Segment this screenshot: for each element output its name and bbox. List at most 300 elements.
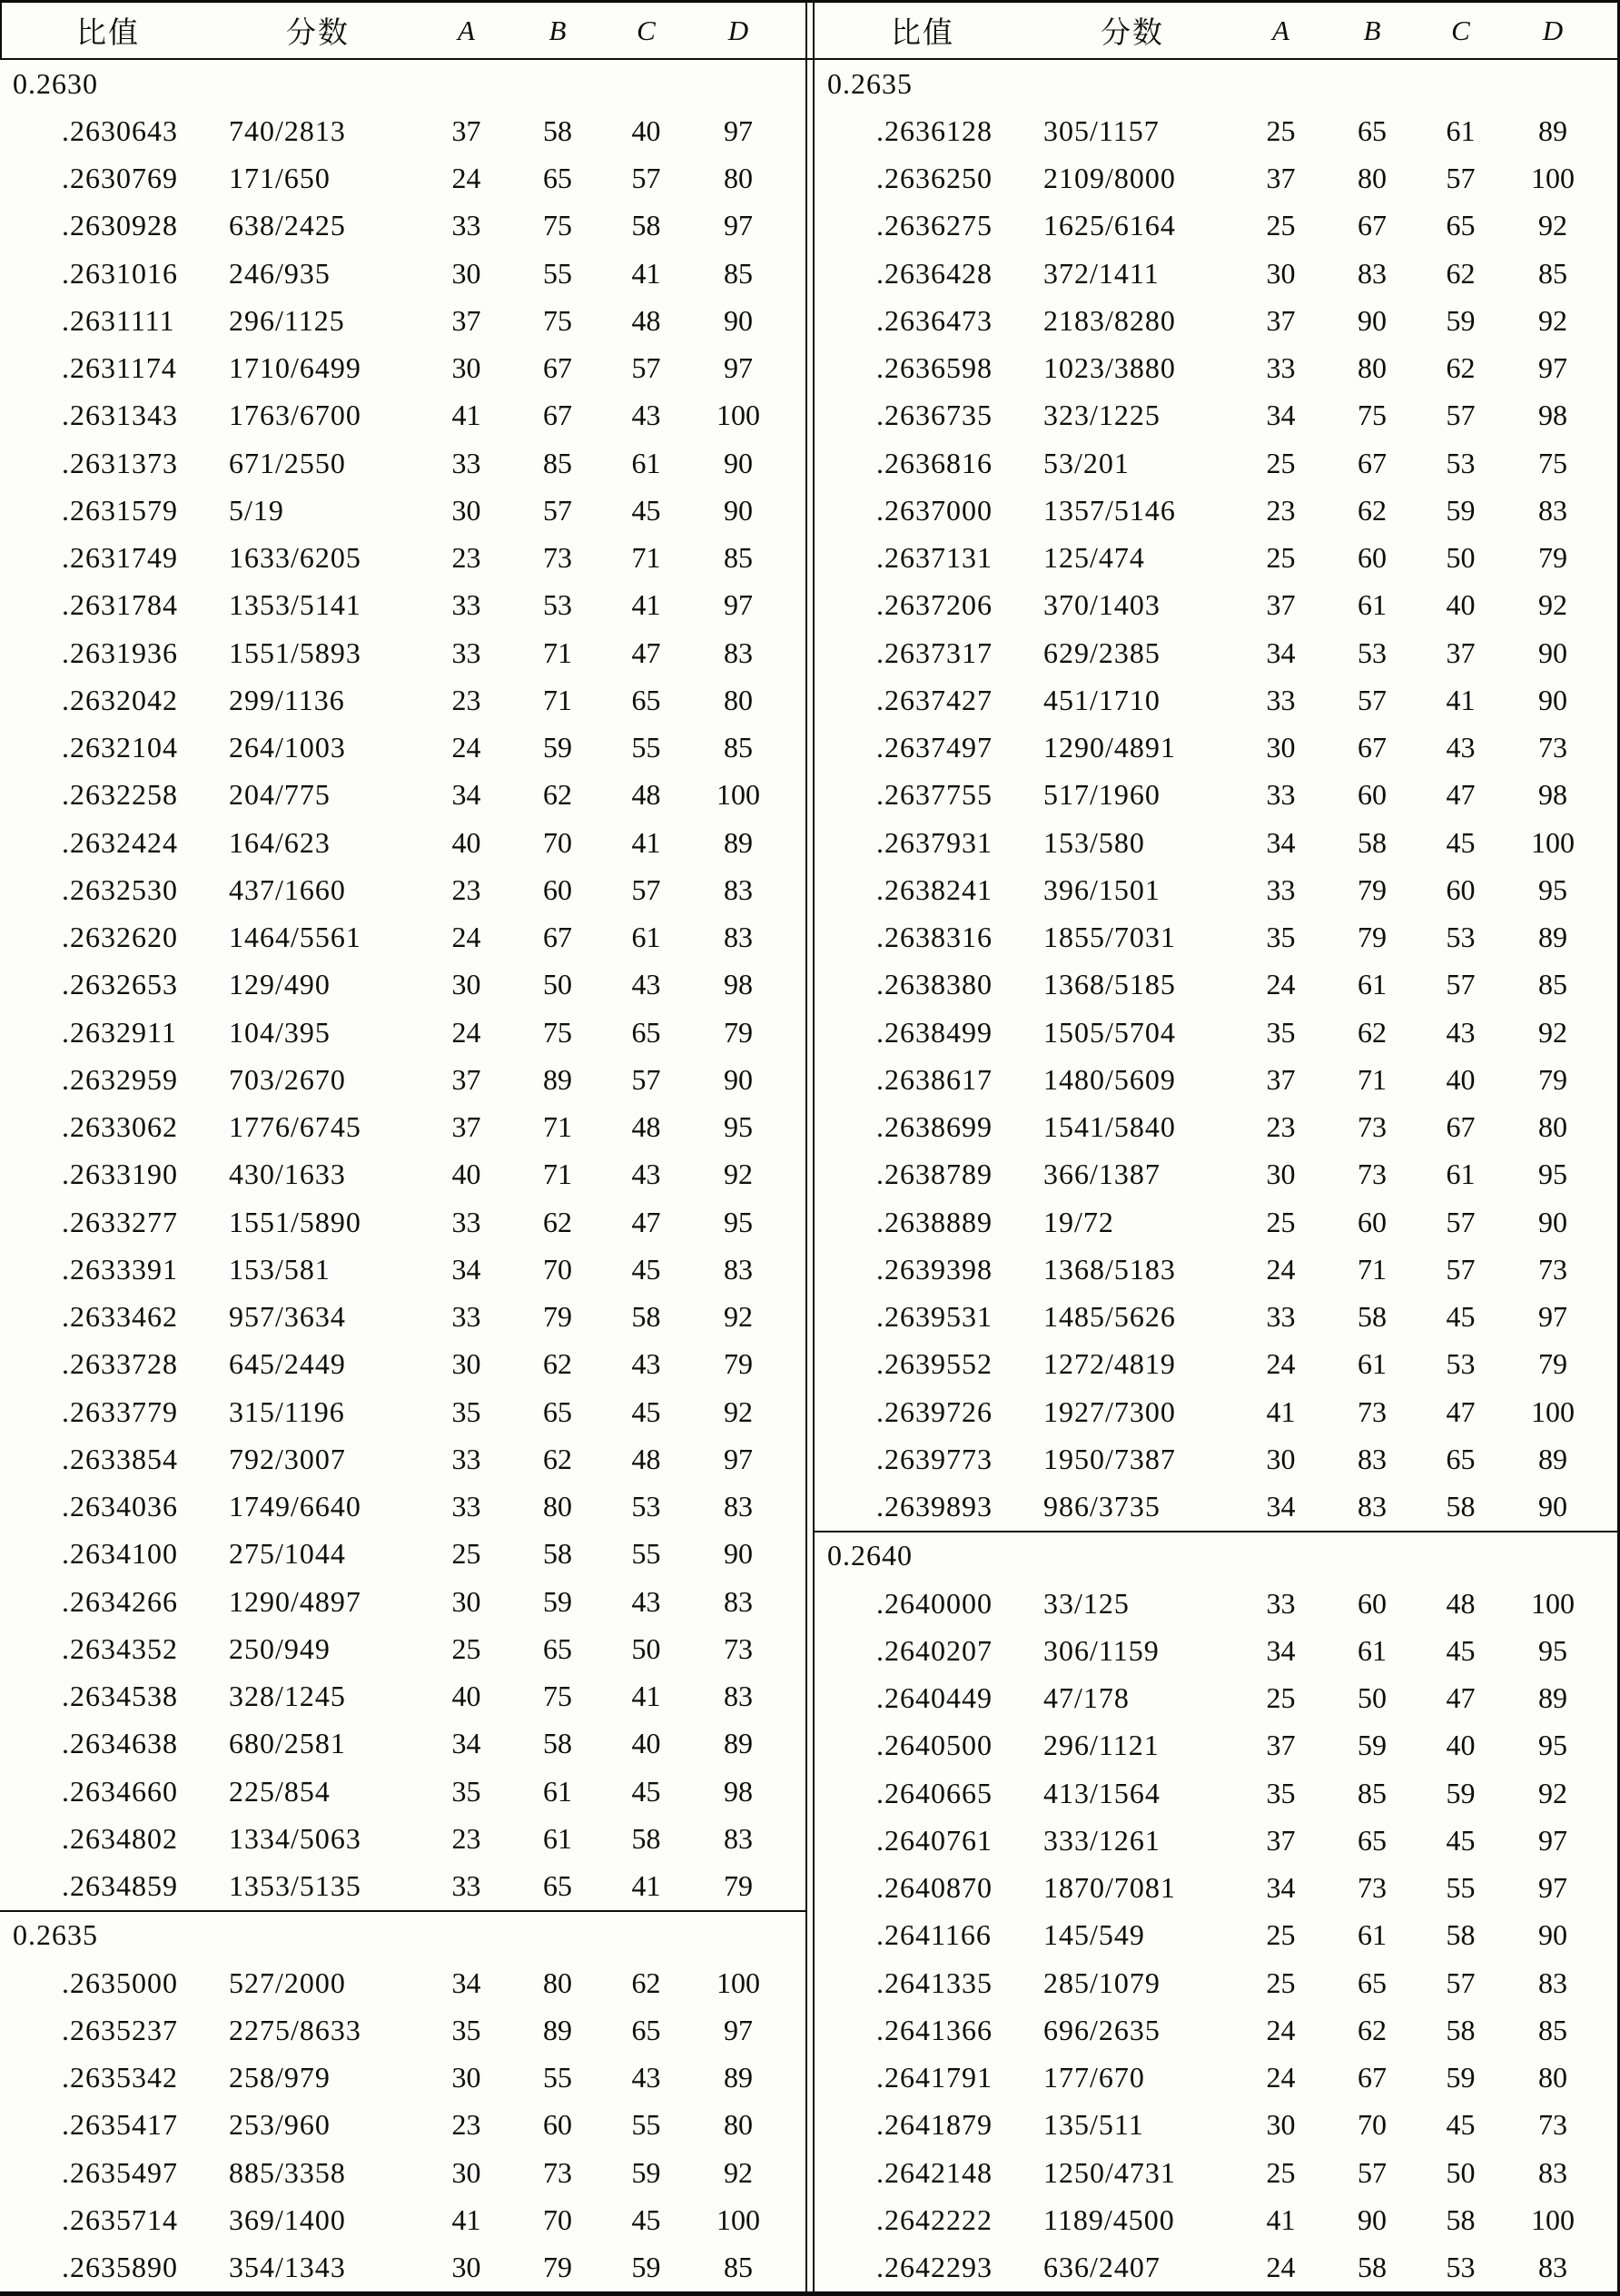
table-row: [815, 772, 1617, 819]
fraction-value: 47/178: [1043, 1681, 1130, 1715]
value-d: 98: [724, 1774, 753, 1808]
fraction-value: 258/979: [229, 2061, 331, 2094]
value-c: 47: [1446, 778, 1476, 812]
table-row: [815, 2006, 1617, 2054]
value-d: 95: [724, 1205, 753, 1238]
fraction-value: 885/3358: [229, 2155, 346, 2189]
ratio-value: .2638499: [876, 1015, 993, 1049]
ratio-value: .2640449: [876, 1681, 993, 1715]
fraction-value: 680/2581: [229, 1727, 346, 1760]
fraction-value: 1334/5063: [229, 1821, 361, 1855]
value-a: 25: [451, 1631, 481, 1665]
value-b: 70: [1358, 2108, 1387, 2142]
value-b: 61: [1358, 968, 1387, 1001]
section-header-row: [0, 1910, 805, 1959]
value-a: 35: [451, 1774, 481, 1808]
value-c: 55: [631, 1537, 661, 1571]
ratio-value: .2635000: [62, 1966, 178, 1999]
fraction-value: 1551/5890: [229, 1205, 361, 1238]
fraction-value: 430/1633: [229, 1158, 346, 1191]
value-c: 57: [631, 872, 661, 906]
table-row: [815, 1341, 1617, 1388]
value-c: 65: [631, 2013, 661, 2046]
value-b: 71: [543, 1158, 572, 1191]
column-header-row: [815, 3, 1617, 58]
value-a: 35: [451, 2013, 481, 2046]
value-d: 80: [724, 162, 753, 195]
table-row: [815, 535, 1617, 582]
ratio-value: .2632911: [62, 1015, 177, 1049]
table-row: [815, 1056, 1617, 1103]
value-c: 48: [631, 303, 661, 337]
value-c: 41: [631, 1680, 661, 1713]
fraction-value: 354/1343: [229, 2251, 346, 2284]
value-b: 61: [543, 1821, 572, 1855]
value-c: 41: [631, 588, 661, 622]
value-d: 89: [724, 825, 753, 859]
value-a: 23: [451, 541, 481, 575]
value-b: 59: [543, 1584, 572, 1618]
value-b: 89: [543, 1062, 572, 1096]
value-a: 30: [1266, 1442, 1296, 1475]
value-a: 30: [451, 493, 481, 527]
value-c: 59: [1446, 2061, 1476, 2094]
value-d: 89: [724, 1727, 753, 1760]
value-c: 55: [631, 2108, 661, 2142]
column-header-b: B: [1363, 14, 1381, 46]
value-d: 85: [1538, 2013, 1567, 2046]
value-b: 70: [543, 825, 572, 859]
fraction-value: 366/1387: [1043, 1158, 1161, 1191]
value-a: 37: [1266, 303, 1296, 337]
value-c: 45: [1446, 1300, 1476, 1334]
value-d: 100: [1531, 1394, 1575, 1428]
table-row: [815, 1388, 1617, 1435]
value-c: 61: [631, 921, 661, 954]
value-d: 92: [1538, 303, 1567, 337]
fraction-value: 1353/5141: [229, 588, 361, 622]
value-b: 71: [543, 683, 572, 716]
fraction-value: 645/2449: [229, 1347, 346, 1381]
value-d: 92: [1538, 1776, 1567, 1809]
value-a: 41: [1266, 1394, 1296, 1428]
value-b: 62: [543, 1347, 572, 1381]
value-d: 100: [716, 778, 760, 812]
ratio-value: .2640500: [876, 1729, 993, 1762]
ratio-value: .2641791: [876, 2061, 993, 2094]
value-b: 61: [1358, 588, 1387, 622]
fraction-value: 1368/5183: [1043, 1252, 1176, 1286]
value-c: 48: [1446, 1586, 1476, 1620]
value-b: 58: [1358, 1300, 1387, 1334]
value-c: 41: [1446, 683, 1476, 716]
ratio-value: .2633391: [62, 1252, 178, 1286]
value-a: 23: [1266, 1110, 1296, 1144]
value-a: 30: [451, 2251, 481, 2284]
value-c: 57: [1446, 399, 1476, 432]
value-c: 65: [631, 683, 661, 716]
value-c: 60: [1446, 872, 1476, 906]
table-row: [815, 1959, 1617, 2006]
value-c: 43: [631, 2061, 661, 2094]
value-a: 33: [1266, 351, 1296, 385]
value-a: 35: [451, 1394, 481, 1428]
value-a: 37: [451, 113, 481, 147]
column-header-fraction: 分数: [1101, 17, 1164, 50]
value-b: 83: [1358, 1490, 1387, 1523]
value-c: 62: [631, 1966, 661, 1999]
value-d: 83: [1538, 2251, 1567, 2284]
value-d: 100: [716, 2202, 760, 2236]
table-row: [815, 914, 1617, 961]
table-row: [815, 1722, 1617, 1769]
ratio-value: .2640761: [876, 1823, 993, 1857]
value-d: 98: [1538, 778, 1567, 812]
ratio-value: .2631749: [62, 541, 178, 575]
value-d: 92: [1538, 588, 1567, 622]
value-a: 35: [1266, 1776, 1296, 1809]
value-b: 58: [543, 1537, 572, 1571]
value-a: 30: [451, 2155, 481, 2189]
table-row: [0, 1435, 805, 1483]
value-d: 75: [1538, 446, 1567, 479]
value-a: 41: [451, 2202, 481, 2236]
value-b: 71: [543, 1110, 572, 1144]
value-a: 37: [1266, 588, 1296, 622]
table-row: [0, 1246, 805, 1293]
fraction-value: 957/3634: [229, 1300, 346, 1334]
table-row: [0, 1388, 805, 1435]
value-b: 65: [543, 1869, 572, 1903]
value-b: 55: [543, 256, 572, 290]
value-d: 89: [1538, 921, 1567, 954]
value-c: 59: [631, 2155, 661, 2189]
value-b: 65: [1358, 1966, 1387, 1999]
fraction-value: 1353/5135: [229, 1869, 361, 1903]
value-d: 83: [1538, 2155, 1567, 2189]
fraction-value: 792/3007: [229, 1442, 346, 1475]
value-b: 57: [543, 493, 572, 527]
fraction-value: 1464/5561: [229, 921, 361, 954]
fraction-value: 177/670: [1043, 2061, 1145, 2094]
ratio-value: .2636473: [876, 303, 993, 337]
ratio-value: .2630643: [62, 113, 178, 147]
value-d: 89: [724, 2061, 753, 2094]
table-row: [0, 2102, 805, 2149]
value-a: 40: [451, 1158, 481, 1191]
value-b: 73: [1358, 1871, 1387, 1905]
value-b: 50: [1358, 1681, 1387, 1715]
value-c: 59: [1446, 1776, 1476, 1809]
value-c: 43: [631, 399, 661, 432]
value-c: 57: [1446, 1252, 1476, 1286]
fraction-value: 1505/5704: [1043, 1015, 1176, 1049]
table-row: [0, 107, 805, 154]
value-b: 67: [543, 921, 572, 954]
value-b: 80: [543, 1490, 572, 1523]
value-b: 50: [543, 968, 572, 1001]
value-c: 45: [1446, 2108, 1476, 2142]
table-row: [815, 439, 1617, 487]
ratio-value: .2638789: [876, 1158, 993, 1191]
value-a: 33: [451, 588, 481, 622]
fraction-value: 1189/4500: [1043, 2202, 1175, 2236]
ratio-value: .2632530: [62, 872, 178, 906]
left-panel: [0, 0, 805, 2291]
value-c: 45: [1446, 825, 1476, 859]
value-a: 24: [451, 1015, 481, 1049]
value-a: 24: [1266, 968, 1296, 1001]
ratio-value: .2631343: [62, 399, 178, 432]
fraction-value: 1551/5893: [229, 636, 361, 669]
ratio-value: .2636250: [876, 162, 993, 195]
ratio-value: .2635497: [62, 2155, 178, 2189]
value-d: 97: [1538, 351, 1567, 385]
value-b: 58: [1358, 825, 1387, 859]
value-b: 60: [1358, 778, 1387, 812]
value-a: 25: [1266, 209, 1296, 242]
table-row: [815, 1817, 1617, 1864]
value-c: 53: [631, 1490, 661, 1523]
fraction-value: 2183/8280: [1043, 303, 1176, 337]
value-a: 34: [1266, 1871, 1296, 1905]
value-d: 83: [724, 636, 753, 669]
value-b: 60: [543, 872, 572, 906]
center-double-rule: [805, 0, 815, 2296]
ratio-value: .2639531: [876, 1300, 993, 1334]
ratio-value: .2631016: [62, 256, 178, 290]
value-b: 58: [1358, 2251, 1387, 2284]
value-d: 79: [724, 1015, 753, 1049]
value-d: 83: [1538, 493, 1567, 527]
value-c: 62: [1446, 351, 1476, 385]
value-d: 98: [724, 968, 753, 1001]
value-a: 34: [1266, 1490, 1296, 1523]
table-row: [815, 2244, 1617, 2291]
fraction-value: 1480/5609: [1043, 1062, 1176, 1096]
value-a: 37: [451, 1062, 481, 1096]
value-d: 73: [1538, 731, 1567, 764]
fraction-value: 125/474: [1043, 541, 1145, 575]
value-c: 71: [631, 541, 661, 575]
ratio-value: .2638316: [876, 921, 993, 954]
section-header-row: [815, 60, 1617, 107]
fraction-value: 1855/7031: [1043, 921, 1176, 954]
value-d: 85: [1538, 968, 1567, 1001]
value-c: 37: [1446, 636, 1476, 669]
table-row: [815, 724, 1617, 772]
value-b: 85: [543, 446, 572, 479]
value-b: 85: [1358, 1776, 1387, 1809]
ratio-value: .2640665: [876, 1776, 993, 1809]
value-d: 79: [724, 1347, 753, 1381]
value-b: 73: [1358, 1394, 1387, 1428]
fraction-value: 638/2425: [229, 209, 346, 242]
value-a: 37: [1266, 1062, 1296, 1096]
value-d: 90: [1538, 636, 1567, 669]
value-b: 71: [1358, 1062, 1387, 1096]
ratio-value: .2640207: [876, 1633, 993, 1667]
value-b: 62: [543, 1442, 572, 1475]
value-c: 40: [1446, 1729, 1476, 1762]
fraction-value: 1950/7387: [1043, 1442, 1176, 1475]
ratio-value: .2632424: [62, 825, 178, 859]
ratio-value: .2635417: [62, 2108, 178, 2142]
fraction-value: 2275/8633: [229, 2013, 361, 2046]
value-c: 47: [631, 636, 661, 669]
table-row: [0, 535, 805, 582]
value-b: 79: [543, 1300, 572, 1334]
table-row: [0, 1959, 805, 2006]
table-row: [0, 772, 805, 819]
ratio-value: .2636428: [876, 256, 993, 290]
value-a: 33: [451, 1205, 481, 1238]
ratio-value: .2638617: [876, 1062, 993, 1096]
right-panel: [815, 0, 1617, 2291]
value-a: 25: [1266, 1966, 1296, 1999]
fraction-value: 204/775: [229, 778, 331, 812]
value-b: 73: [543, 541, 572, 575]
ratio-value: .2638241: [876, 872, 993, 906]
value-d: 95: [1538, 1729, 1567, 1762]
ratio-value: .2638889: [876, 1205, 993, 1238]
value-d: 80: [1538, 1110, 1567, 1144]
value-b: 53: [1358, 636, 1387, 669]
column-header-fraction: 分数: [286, 17, 350, 50]
value-a: 34: [451, 1252, 481, 1286]
value-b: 83: [1358, 256, 1387, 290]
ratio-value: .2635714: [62, 2202, 178, 2236]
value-a: 34: [1266, 1633, 1296, 1667]
value-c: 43: [631, 1347, 661, 1381]
value-b: 75: [543, 1680, 572, 1713]
value-c: 43: [631, 1158, 661, 1191]
fraction-value: 2109/8000: [1043, 162, 1176, 195]
table-row: [0, 250, 805, 297]
value-c: 57: [631, 162, 661, 195]
value-d: 83: [724, 921, 753, 954]
value-c: 40: [631, 113, 661, 147]
value-d: 73: [1538, 2108, 1567, 2142]
table-row: [815, 1865, 1617, 1912]
value-d: 83: [1538, 1966, 1567, 1999]
value-c: 61: [1446, 1158, 1476, 1191]
value-b: 75: [543, 1015, 572, 1049]
ratio-value: .2631784: [62, 588, 178, 622]
value-d: 79: [1538, 1062, 1567, 1096]
value-d: 95: [1538, 872, 1567, 906]
value-d: 80: [724, 2108, 753, 2142]
value-a: 33: [451, 1869, 481, 1903]
fraction-value: 1749/6640: [229, 1490, 361, 1523]
value-c: 57: [1446, 968, 1476, 1001]
section-header-label: 0.2630: [13, 66, 98, 100]
value-b: 60: [543, 2108, 572, 2142]
value-c: 45: [631, 493, 661, 527]
value-d: 85: [724, 541, 753, 575]
value-d: 97: [724, 588, 753, 622]
fraction-value: 636/2407: [1043, 2251, 1161, 2284]
ratio-value: .2633854: [62, 1442, 178, 1475]
fraction-value: 253/960: [229, 2108, 331, 2142]
ratio-value: .2633462: [62, 1300, 178, 1334]
table-row: [815, 250, 1617, 297]
value-c: 58: [1446, 2013, 1476, 2046]
value-c: 65: [1446, 1442, 1476, 1475]
ratio-value: .2637000: [876, 493, 993, 527]
ratio-value: .2631936: [62, 636, 178, 669]
value-d: 85: [724, 731, 753, 764]
fraction-value: 1633/6205: [229, 541, 361, 575]
value-d: 73: [1538, 1252, 1567, 1286]
fraction-value: 328/1245: [229, 1680, 346, 1713]
column-header-c: C: [637, 14, 656, 46]
value-c: 48: [631, 1110, 661, 1144]
table-row: [0, 2006, 805, 2054]
fraction-value: 246/935: [229, 256, 331, 290]
value-a: 23: [451, 2108, 481, 2142]
value-a: 33: [1266, 1586, 1296, 1620]
ratio-value: .2636816: [876, 446, 993, 479]
ratio-value: .2640000: [876, 1586, 993, 1620]
value-c: 43: [1446, 1015, 1476, 1049]
left-panel-body: [0, 60, 805, 2291]
fraction-value: 306/1159: [1043, 1633, 1160, 1667]
fraction-value: 250/949: [229, 1631, 331, 1665]
section-header-label: 0.2640: [827, 1539, 913, 1572]
table-row: [815, 1009, 1617, 1056]
fraction-value: 1870/7081: [1043, 1871, 1176, 1905]
value-a: 34: [1266, 825, 1296, 859]
value-b: 90: [1358, 2202, 1387, 2236]
fraction-value: 104/395: [229, 1015, 331, 1049]
value-a: 35: [1266, 921, 1296, 954]
value-b: 57: [1358, 683, 1387, 716]
value-d: 90: [1538, 683, 1567, 716]
value-a: 24: [451, 162, 481, 195]
table-row: [815, 155, 1617, 202]
fraction-value: 135/511: [1043, 2108, 1144, 2142]
table-row: [0, 392, 805, 439]
value-c: 45: [631, 2202, 661, 2236]
value-a: 25: [1266, 2155, 1296, 2189]
fraction-value: 671/2550: [229, 446, 346, 479]
value-a: 37: [451, 303, 481, 337]
value-a: 41: [1266, 2202, 1296, 2236]
ratio-value: .2633190: [62, 1158, 178, 1191]
value-b: 67: [543, 351, 572, 385]
ratio-value: .2631174: [62, 351, 177, 385]
value-a: 24: [451, 921, 481, 954]
table-row: [815, 1198, 1617, 1246]
value-d: 92: [1538, 209, 1567, 242]
section-header-row: [0, 60, 805, 107]
value-b: 79: [543, 2251, 572, 2284]
value-b: 58: [543, 113, 572, 147]
ratio-value: .2633779: [62, 1394, 178, 1428]
value-a: 33: [1266, 872, 1296, 906]
value-b: 75: [1358, 399, 1387, 432]
value-b: 60: [1358, 1205, 1387, 1238]
value-d: 97: [724, 209, 753, 242]
value-a: 40: [451, 1680, 481, 1713]
value-b: 65: [1358, 113, 1387, 147]
value-a: 24: [1266, 1252, 1296, 1286]
ratio-value: .2632620: [62, 921, 178, 954]
value-b: 89: [543, 2013, 572, 2046]
table-row: [0, 487, 805, 534]
fraction-value: 53/201: [1043, 446, 1130, 479]
